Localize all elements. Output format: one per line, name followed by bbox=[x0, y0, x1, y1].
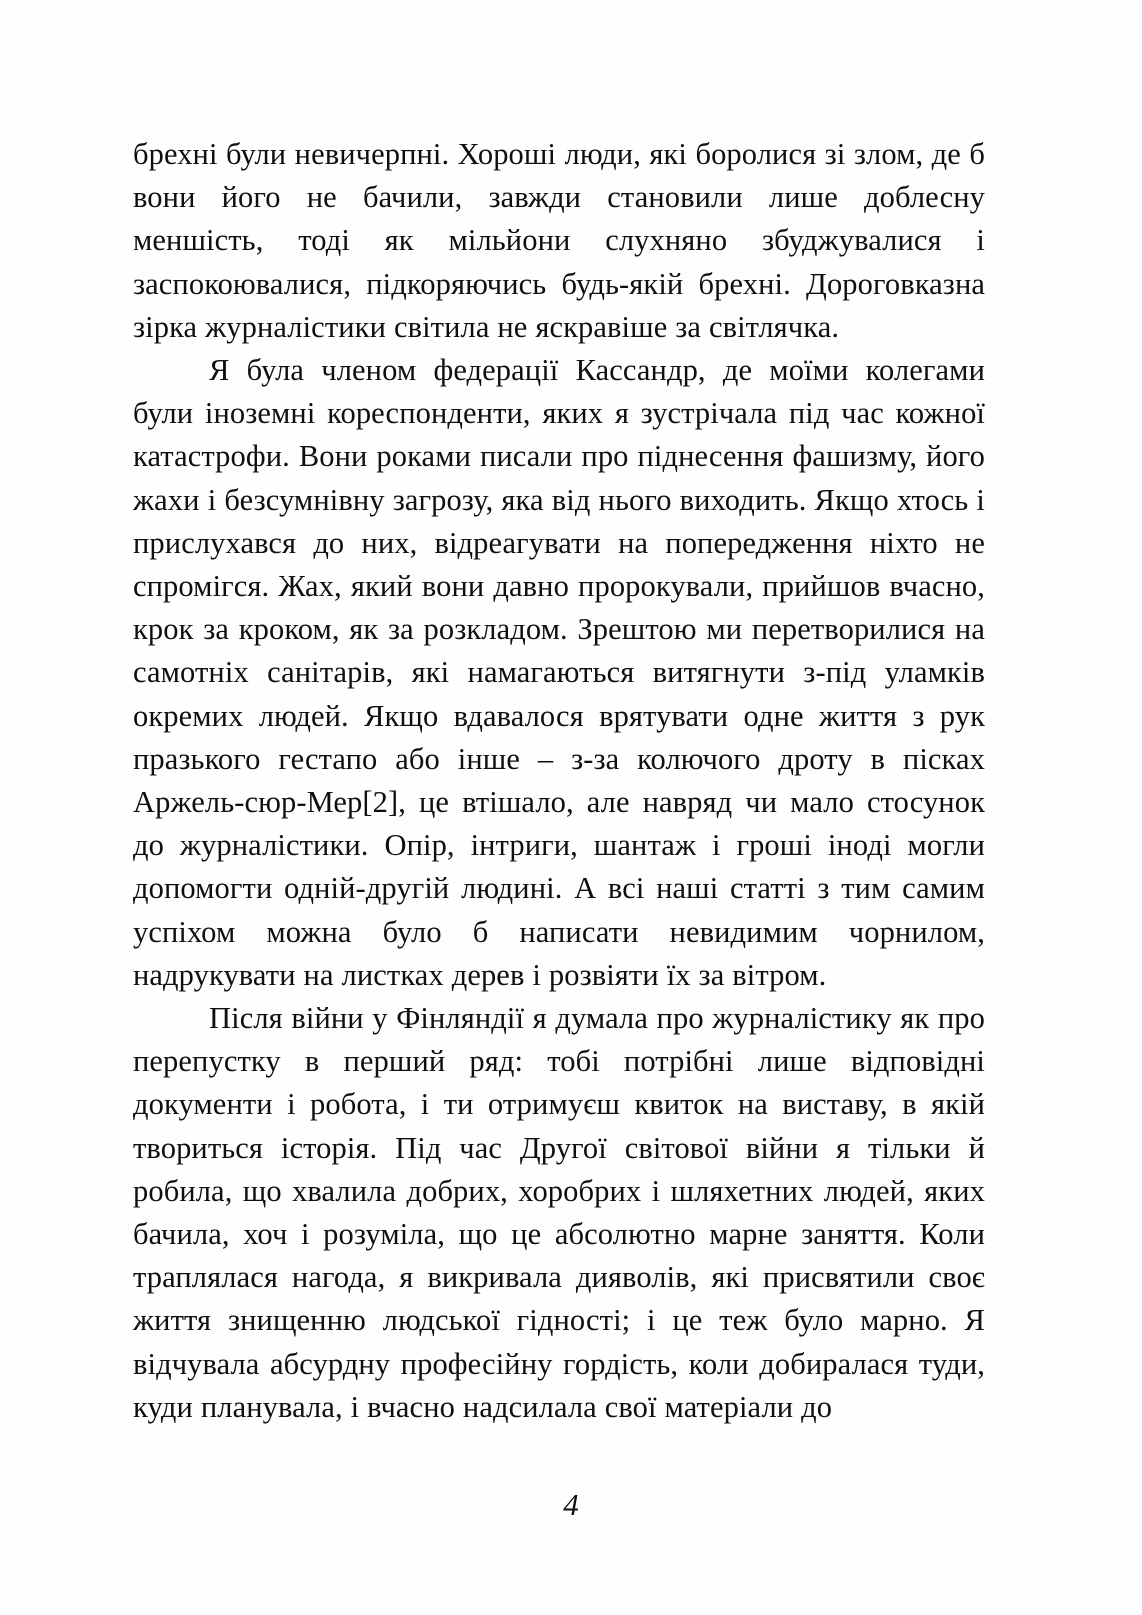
paragraph-after-finland-war: Після війни у Фінляндії я думала про журналістику як про перепустку в перший ряд: тобі потрібні лише відповідні документи і робота, і ти отримуєш квиток на виставу, в якій твориться історія. Під час Другої світової війни я тільки й робила, що хвалила добрих, хоробрих і шляхетних людей, яких бачила, хоч і розуміла, що це абсолютно марне заняття. Коли траплялася нагода, я викривала дияволів, які присвятили своє життя знищенню людської гідності; і це теж було марно. Я відчувала абсурдну професійну гордість, коли добиралася туди, куди планувала, і вчасно надсилала свої матеріали до bbox=[133, 1001, 985, 1424]
page-text-body bbox=[133, 133, 985, 1429]
paragraph-continuation: брехні були невичерпні. Хороші люди, які боролися зі злом, де б вони його не бачили, завжди становили лише доблесну меншість, тоді як мільйони слухняно збуджувалися і заспокоювалися, підкоряючись будь-якій брехні. Дороговказна зірка журналістики світила не яскравіше за світлячка. bbox=[133, 137, 985, 344]
page-number: 4 bbox=[563, 1487, 579, 1522]
paragraph-cassandra-federation: Я була членом федерації Кассандр, де моїми колегами були іноземні кореспонденти, яких я зустрічала під час кожної катастрофи. Вони роками писали про піднесення фашизму, його жахи і безсумнівну загрозу, яка від нього виходить. Якщо хтось і прислухався до них, відреагувати на попередження ніхто не спромігся. Жах, який вони давно пророкували, прийшов вчасно, крок за кроком, як за розкладом. Зрештою ми перетворилися на самотніх санітарів, які намагаються витягнути з-під уламків окремих людей. Якщо вдавалося врятувати одне життя з рук празького гестапо або інше – з-за колючого дроту в пісках Аржель-сюр-Мер[2], це втішало, але навряд чи мало стосунок до журналістики. Опір, інтриги, шантаж і гроші іноді могли допомогти одній-другій людині. А всі наші статті з тим самим успіхом можна було б написати невидимим чорнилом, надрукувати на листках дерев і розвіяти їх за вітром. bbox=[133, 353, 985, 992]
